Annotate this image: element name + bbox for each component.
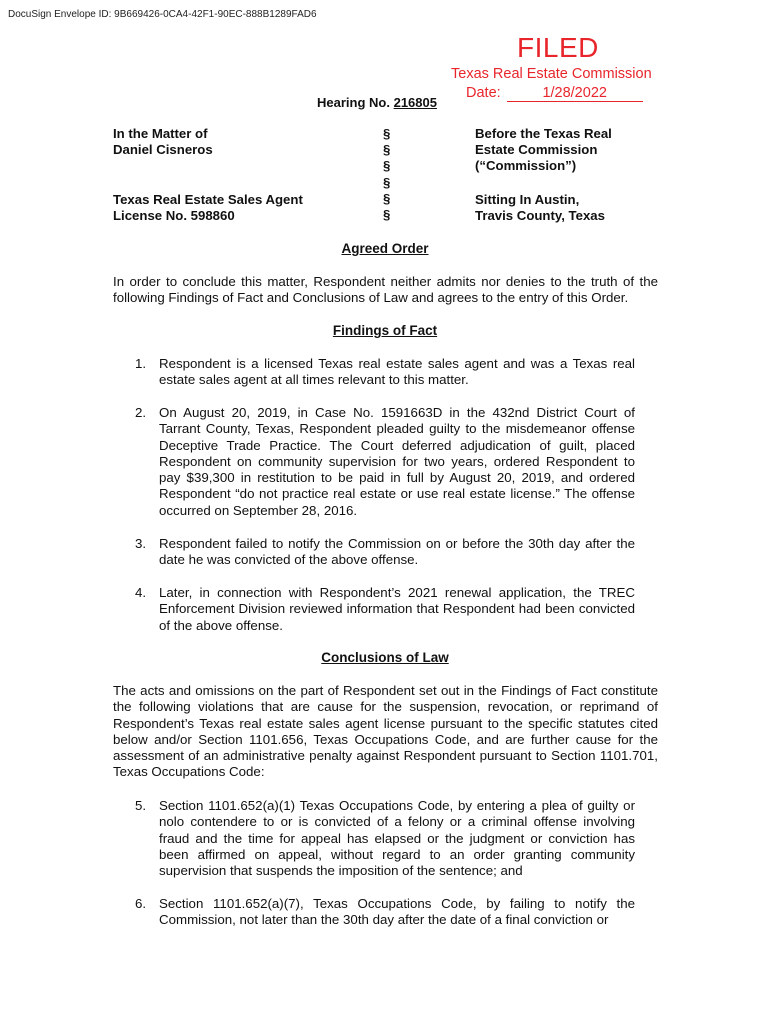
caption-line: Before the Texas Real <box>475 126 612 141</box>
finding-text: On August 20, 2019, in Case No. 1591663D in the 432nd District Court of Tarrant County, Texas, Respondent pleaded guilty to the misdemeanor offense Deceptive Trade Practice. The Court deferred adjudication of guilt, placed Respondent on community supervision for two years, ordered Respondent to pay $39,300 in restitution to be paid in full by August 20, 2019, and ordered Respondent “do not practice real estate or use real estate license.” The offense occurred on September 28, 2016. <box>159 405 635 518</box>
hearing-label: Hearing No. <box>317 95 390 110</box>
section-mark: § <box>383 158 391 174</box>
conclusions-heading: Conclusions of Law <box>321 650 449 665</box>
section-mark: § <box>383 126 391 141</box>
section-mark: § <box>383 207 391 223</box>
finding-number: 1. <box>135 356 147 371</box>
stamp-agency: Texas Real Estate Commission <box>451 66 652 82</box>
finding-text: Later, in connection with Respondent’s 2021 renewal application, the TREC Enforcement Division reviewed information that Respondent had been convicted of the above offense. <box>159 585 635 633</box>
conclusion-number: 5. <box>135 798 147 813</box>
section-mark: § <box>383 142 391 158</box>
stamp-date-label: Date: <box>466 85 501 101</box>
section-mark: § <box>383 190 391 206</box>
caption-line: Texas Real Estate Sales Agent <box>113 192 303 207</box>
envelope-id: DocuSign Envelope ID: 9B669426-0CA4-42F1-90EC-888B1289FAD6 <box>8 9 317 20</box>
conclusion-item <box>113 896 635 929</box>
finding-item <box>113 536 635 569</box>
hearing-number-value: 216805 <box>393 95 437 110</box>
conclusions-intro: The acts and omissions on the part of Respondent set out in the Findings of Fact constitute the following violations that are cause for the suspension, revocation, or reprimand of Respondent’s Texas real estate sales agent license pursuant to the specific statutes cited below and/or Section 1101.656, Texas Occupations Code, and are further cause for the assessment of an administrative penalty against Respondent pursuant to Section 1101.701, Texas Occupations Code: <box>113 683 658 780</box>
finding-item <box>113 356 635 389</box>
finding-number: 4. <box>135 585 147 600</box>
agreed-order-heading: Agreed Order <box>341 241 429 256</box>
caption-license <box>113 192 303 224</box>
finding-item <box>113 405 635 519</box>
filed-stamp: FILED <box>517 32 599 63</box>
hearing-number <box>317 95 437 110</box>
caption-line: In the Matter of <box>113 126 208 141</box>
caption-section-marks <box>383 126 390 223</box>
agreed-order-intro: In order to conclude this matter, Respondent neither admits nor denies to the truth of the following Findings of Fact and Conclusions of Law and agrees to the entry of this Order. <box>113 274 658 306</box>
findings-heading: Findings of Fact <box>332 323 438 338</box>
caption-line: Travis County, Texas <box>475 208 605 224</box>
conclusion-text: Section 1101.652(a)(7), Texas Occupations Code, by failing to notify the Commission, not later than the 30th day after the date of a final conviction or <box>159 896 635 928</box>
caption-venue <box>475 192 605 224</box>
caption-line: Sitting In Austin, <box>475 192 580 207</box>
conclusion-item <box>113 798 635 879</box>
conclusion-text: Section 1101.652(a)(1) Texas Occupations Code, by entering a plea of guilty or nolo contendere to or is convicted of a felony or a criminal offense involving fraud and the time for appeal has elapsed or the judgment or conviction has been affirmed on appeal, without regard to an order granting community supervision that suspends the imposition of the sentence; and <box>159 798 635 879</box>
conclusion-number: 6. <box>135 896 147 911</box>
caption-line: License No. 598860 <box>113 208 235 224</box>
section-mark: § <box>383 174 391 190</box>
finding-number: 3. <box>135 536 147 551</box>
finding-item <box>113 585 635 634</box>
stamp-date-value: 1/28/2022 <box>507 86 643 102</box>
finding-text: Respondent is a licensed Texas real estate sales agent and was a Texas real estate sales agent at all times relevant to this matter. <box>159 356 635 388</box>
finding-number: 2. <box>135 405 147 420</box>
caption-line: Estate Commission <box>475 142 598 158</box>
caption-line: Daniel Cisneros <box>113 142 213 158</box>
finding-text: Respondent failed to notify the Commission on or before the 30th day after the date he was convicted of the above offense. <box>159 536 635 568</box>
caption-commission <box>475 126 612 175</box>
stamp-date <box>466 85 643 102</box>
caption-matter <box>113 126 213 158</box>
caption-line: (“Commission”) <box>475 158 577 174</box>
